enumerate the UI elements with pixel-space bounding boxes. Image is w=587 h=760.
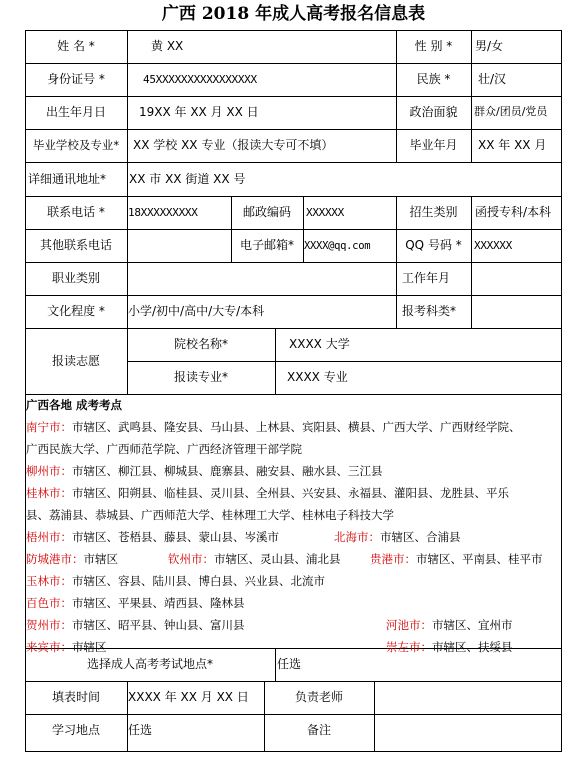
city-districts: 市辖区、柳江县、柳城县、鹿寨县、融安县、融水县、三江县	[72, 464, 383, 478]
row-divider	[25, 129, 562, 130]
political-label: 政治面貌	[409, 105, 458, 119]
gender-label: 性 别 *	[414, 39, 453, 53]
fill-date-label: 填表时间	[51, 690, 100, 704]
birth-label: 出生年月日	[45, 105, 106, 119]
city-yulin: 玉林市：	[26, 574, 72, 588]
city-districts: 市辖区、阳朔县、临桂县、灵川县、全州县、兴安县、永福县、灌阳县、龙胜县、平乐	[72, 486, 509, 500]
name-label: 姓 名 *	[57, 39, 95, 53]
col-divider	[374, 681, 375, 752]
college-label: 院校名称*	[173, 337, 228, 351]
major-label: 报读专业*	[173, 370, 228, 384]
col-divider	[471, 196, 472, 262]
city-districts: 广西民族大学、广西师范学院、广西经济管理干部学院	[26, 442, 302, 456]
city-districts: 市辖区、苍梧县、藤县、蒙山县、岑溪市	[72, 530, 279, 544]
col-divider	[396, 262, 397, 328]
admit-type-label: 招生类别	[409, 205, 458, 219]
address-field[interactable]: XX 市 XX 街道 XX 号	[129, 172, 246, 186]
city-districts: 市辖区	[83, 552, 118, 566]
name-field[interactable]: 黄 XX	[151, 39, 184, 53]
row-divider	[127, 361, 562, 362]
city-districts: 市辖区、扶绥县	[432, 640, 513, 654]
fill-date-field[interactable]: XXXX 年 XX 月 XX 日	[128, 690, 249, 704]
city-districts: 市辖区、容县、陆川县、博白县、兴业县、北流市	[72, 574, 325, 588]
city-baise: 百色市：	[26, 596, 72, 610]
intention-label: 报读志愿	[51, 354, 100, 368]
email-field[interactable]: XXXX@qq.com	[304, 240, 371, 252]
admit-type-field[interactable]: 函授专科/本科	[475, 205, 552, 219]
row-divider	[25, 229, 562, 230]
city-districts: 市辖区、武鸣县、隆安县、马山县、上林县、宾阳县、横县、广西大学、广西财经学院、	[72, 420, 521, 434]
qq-field[interactable]: XXXXXX	[474, 239, 512, 252]
row-divider	[25, 196, 562, 197]
city-beihai: 北海市：	[334, 530, 380, 544]
exam-sites-header: 广西各地 成考考点	[26, 398, 123, 412]
city-districts: 市辖区、昭平县、钟山县、富川县	[72, 618, 245, 632]
city-districts: 市辖区、平南县、桂平市	[416, 552, 543, 566]
remark-label: 备注	[306, 723, 331, 737]
id-number-field[interactable]: 45XXXXXXXXXXXXXXXX	[143, 73, 257, 86]
major-field[interactable]: XXXX 专业	[287, 370, 348, 384]
school-major-field[interactable]: XX 学校 XX 专业（报读大专可不填）	[133, 138, 334, 152]
col-divider	[275, 328, 276, 394]
study-location-label: 学习地点	[51, 723, 100, 737]
ethnicity-label: 民族 *	[416, 72, 451, 86]
row-divider	[25, 714, 562, 715]
grad-date-label: 毕业年月	[409, 138, 458, 152]
city-districts: 市辖区、平果县、靖西县、隆林县	[72, 596, 245, 610]
phone-label: 联系电话 *	[47, 205, 105, 219]
city-wuzhou: 梧州市：	[26, 530, 72, 544]
col-divider	[471, 129, 472, 162]
exam-location-label: 选择成人高考考试地点*	[86, 657, 213, 671]
ethnicity-field[interactable]: 壮/汉	[478, 72, 507, 86]
address-label: 详细通讯地址*	[28, 172, 107, 186]
city-chongzuo: 崇左市：	[386, 640, 432, 654]
city-hezhou: 贺州市：	[26, 618, 72, 632]
qq-label: QQ 号码 *	[405, 238, 462, 252]
row-divider	[25, 162, 562, 163]
city-laibin: 来宾市：	[26, 640, 72, 654]
city-districts: 县、荔浦县、恭城县、广西师范大学、桂林理工大学、桂林电子科技大学	[26, 508, 394, 522]
row-divider	[25, 63, 562, 64]
col-divider	[471, 96, 472, 129]
other-phone-label: 其他联系电话	[39, 238, 112, 252]
row-divider	[25, 295, 562, 296]
city-districts: 市辖区、宜州市	[432, 618, 513, 632]
city-liuzhou: 柳州市：	[26, 464, 72, 478]
city-districts: 市辖区	[72, 640, 107, 654]
gender-field[interactable]: 男/女	[475, 39, 504, 53]
row-divider	[25, 328, 562, 329]
row-divider	[25, 96, 562, 97]
city-guigang: 贵港市：	[370, 552, 416, 566]
city-districts: 市辖区、灵山县、浦北县	[214, 552, 341, 566]
row-divider	[25, 262, 562, 263]
city-guilin: 桂林市：	[26, 486, 72, 500]
id-number-label: 身份证号 *	[47, 72, 105, 86]
phone-field[interactable]: 18XXXXXXXXX	[128, 206, 198, 219]
political-field[interactable]: 群众/团员/党员	[474, 105, 548, 118]
work-year-label: 工作年月	[402, 271, 451, 285]
postcode-label: 邮政编码	[242, 205, 291, 219]
exam-location-field[interactable]: 任选	[277, 657, 302, 671]
row-divider	[25, 681, 562, 682]
education-label: 文化程度 *	[47, 304, 105, 318]
teacher-label: 负责老师	[294, 690, 343, 704]
school-major-label: 毕业学校及专业*	[32, 138, 120, 152]
city-hechi: 河池市：	[386, 618, 432, 632]
form-title: 广西 2018 年成人高考报名信息表	[161, 4, 426, 24]
col-divider	[471, 63, 472, 96]
exam-subject-label: 报考科类*	[402, 304, 457, 318]
postcode-field[interactable]: XXXXXX	[306, 206, 344, 219]
occupation-label: 职业类别	[51, 271, 100, 285]
education-field[interactable]: 小学/初中/高中/大专/本科	[128, 304, 265, 318]
birth-field[interactable]: 19XX 年 XX 月 XX 日	[139, 105, 259, 119]
city-districts: 市辖区、合浦县	[380, 530, 461, 544]
email-label: 电子邮箱*	[239, 238, 294, 252]
col-divider	[471, 262, 472, 328]
city-fangchenggang: 防城港市：	[26, 552, 84, 566]
col-divider	[471, 30, 472, 63]
study-location-field[interactable]: 任选	[128, 723, 153, 737]
exam-sites-section	[26, 394, 561, 658]
college-field[interactable]: XXXX 大学	[289, 337, 350, 351]
city-nanning: 南宁市：	[26, 420, 72, 434]
city-qinzhou: 钦州市：	[168, 552, 214, 566]
grad-date-field[interactable]: XX 年 XX 月	[478, 138, 547, 152]
